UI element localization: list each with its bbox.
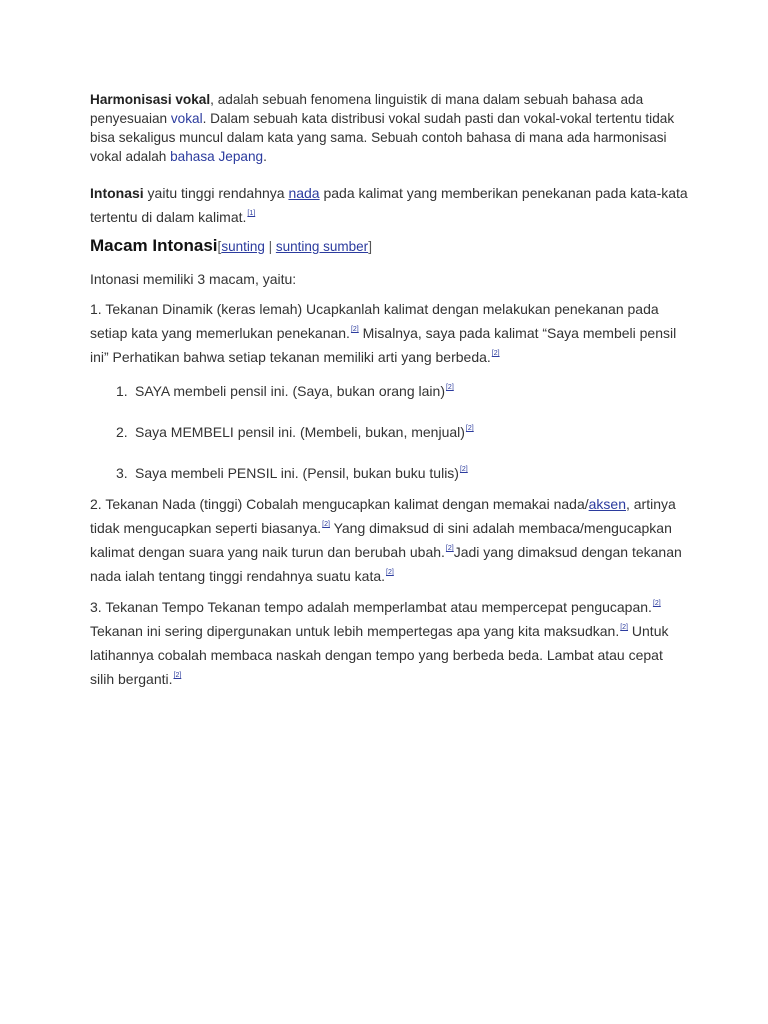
example-list [90, 379, 690, 485]
link-vokal[interactable]: vokal [170, 111, 203, 126]
reference-link[interactable]: [2] [459, 466, 468, 473]
list-item [116, 379, 690, 403]
text: , adalah sebuah fenomena linguistik di mana dalam sebuah bahasa ada penyesuaian [90, 92, 644, 126]
reference-link[interactable]: [1] [247, 210, 256, 217]
bracket: [ [217, 239, 222, 254]
text: 3. Tekanan Tempo Tekanan tempo adalah memperlambat atau mempercepat pengucapan. [90, 599, 652, 615]
reference-link[interactable]: [2] [445, 545, 454, 552]
list-item-text: Saya MEMBELI pensil ini. (Membeli, bukan, menjual) [135, 424, 465, 440]
bracket: ] [368, 239, 372, 254]
link-aksen[interactable]: aksen [588, 496, 626, 512]
term-harmonisasi-vokal: Harmonisasi vokal [90, 92, 211, 107]
text: 2. Tekanan Nada (tinggi) Cobalah mengucapkan kalimat dengan memakai nada/ [90, 496, 589, 512]
text: Yang dimaksud di sini adalah membaca/mengucapkan kalimat dengan suara yang naik turun dan berubah ubah. [90, 520, 672, 560]
article-body [90, 90, 690, 691]
list-item [116, 461, 690, 485]
edit-link[interactable]: sunting [221, 239, 265, 254]
link-nada[interactable]: nada [288, 185, 320, 201]
list-item-text: SAYA membeli pensil ini. (Saya, bukan orang lain) [135, 383, 445, 399]
paragraph-harmonisasi-vokal [90, 90, 690, 166]
separator: | [264, 239, 276, 254]
text: . [263, 149, 267, 164]
text: Untuk latihannya cobalah membaca naskah dengan tempo yang berbeda beda. Lambat atau cepat silih berganti. [90, 623, 669, 687]
text: 1. Tekanan Dinamik (keras lemah) Ucapkanlah kalimat dengan melakukan penekanan pada setiap kata yang memerlukan penekanan. [90, 301, 659, 341]
section-title: Macam Intonasi [90, 236, 218, 255]
reference-link[interactable]: [2] [620, 624, 629, 631]
reference-link[interactable]: [2] [445, 384, 454, 391]
list-item-text: Saya membeli PENSIL ini. (Pensil, bukan buku tulis) [135, 465, 459, 481]
text: Tekanan ini sering dipergunakan untuk lebih mempertegas apa yang kita maksudkan. [90, 623, 620, 639]
link-bahasa-jepang[interactable]: bahasa Jepang [170, 149, 264, 164]
reference-link[interactable]: [2] [350, 326, 359, 333]
list-item [116, 420, 690, 444]
lead-text: Intonasi memiliki 3 macam, yaitu: [90, 271, 297, 287]
text: , artinya tidak mengucapkan seperti biasanya. [90, 496, 676, 536]
text: Misalnya, saya pada kalimat “Saya membeli pensil ini” Perhatikan bahwa setiap tekanan memiliki arti yang berbeda. [90, 325, 677, 365]
term-intonasi: Intonasi [90, 185, 144, 201]
paragraph-tekanan-nada [90, 492, 690, 588]
edit-source-link[interactable]: sunting sumber [275, 239, 369, 254]
text: Jadi yang dimaksud dengan tekanan nada ialah tentang tinggi rendahnya suatu kata. [90, 544, 682, 584]
text: pada kalimat yang memberikan penekanan pada kata-kata tertentu di dalam kalimat. [90, 185, 688, 225]
reference-link[interactable]: [2] [173, 672, 182, 679]
list-number: 1. [116, 383, 128, 399]
paragraph-tekanan-dinamik [90, 297, 690, 369]
reference-link[interactable]: [2] [322, 521, 330, 528]
paragraph-tekanan-tempo [90, 595, 690, 691]
text: yaitu tinggi rendahnya [143, 185, 289, 201]
list-number: 3. [116, 465, 128, 481]
section-heading [90, 233, 690, 260]
paragraph-intonasi [90, 181, 690, 229]
list-number: 2. [116, 424, 128, 440]
edit-links [218, 239, 372, 254]
reference-link[interactable]: [2] [465, 425, 474, 432]
reference-link[interactable]: [2] [386, 569, 394, 576]
text: . Dalam sebuah kata distribusi vokal sudah pasti dan vokal-vokal tertentu tidak bisa sekaligus muncul dalam kata yang sama. Sebuah contoh bahasa di mana ada harmonisasi vokal adalah [90, 111, 675, 164]
reference-link[interactable]: [2] [652, 600, 661, 607]
reference-link[interactable]: [2] [491, 350, 500, 357]
